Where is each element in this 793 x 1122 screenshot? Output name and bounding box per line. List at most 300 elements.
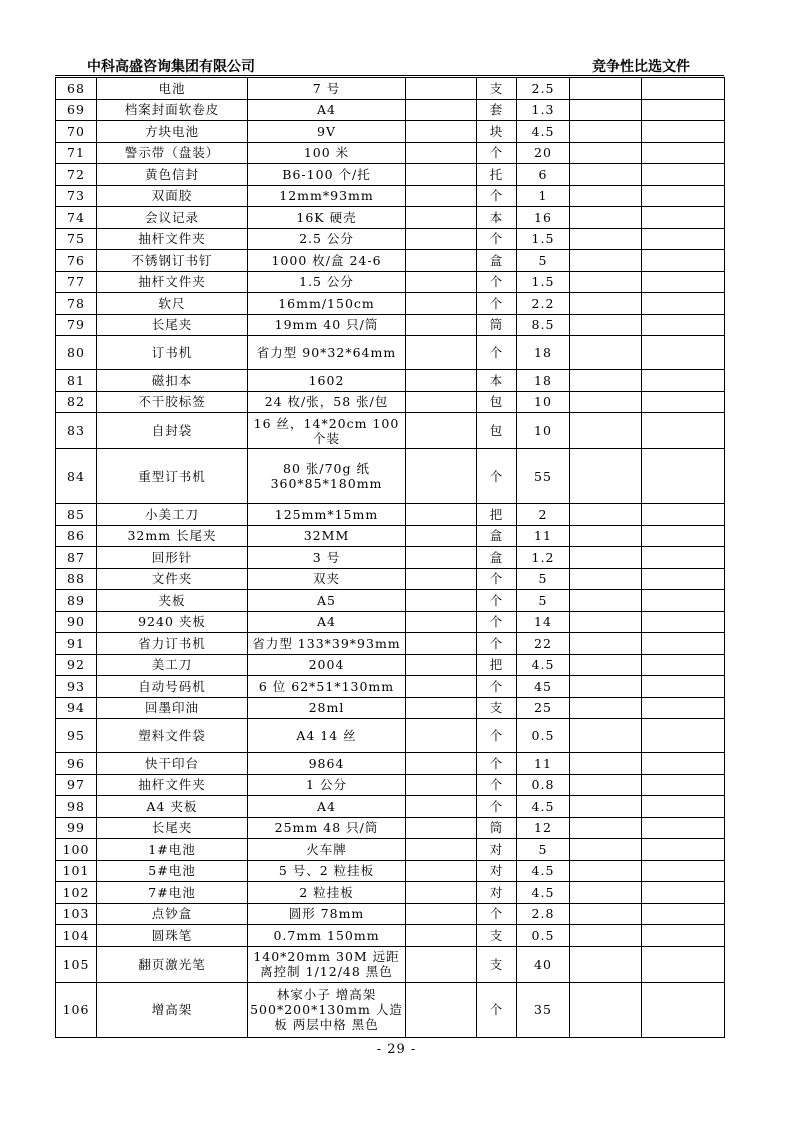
item-number: 82 [56,391,97,413]
table-row [56,391,725,413]
table-row [56,982,725,1037]
item-number: 78 [56,293,97,315]
item-remark [642,250,725,272]
item-quantity: 45 [517,676,570,698]
item-spec: 2 粒挂板 [248,882,406,904]
item-quantity: 25 [517,697,570,719]
item-name: 方块电池 [97,121,248,143]
item-number: 72 [56,164,97,186]
item-name: 省力订书机 [97,633,248,655]
item-number: 80 [56,336,97,370]
item-remark [642,654,725,676]
item-unit: 对 [477,882,517,904]
item-remark [642,882,725,904]
item-blank [406,982,477,1037]
item-name: 9240 夹板 [97,611,248,633]
item-quantity: 11 [517,525,570,547]
item-unit: 盒 [477,525,517,547]
item-remark [642,164,725,186]
item-blank [406,207,477,229]
item-quantity: 5 [517,568,570,590]
item-unit: 个 [477,633,517,655]
table-row [56,271,725,293]
item-number: 90 [56,611,97,633]
table-row [56,207,725,229]
item-price [570,449,642,504]
item-price [570,271,642,293]
item-quantity: 16 [517,207,570,229]
item-number: 102 [56,882,97,904]
table-row [56,697,725,719]
item-name: 长尾夹 [97,817,248,839]
item-quantity: 10 [517,391,570,413]
item-spec: 80 张/70g 纸 360*85*180mm [248,449,406,504]
item-quantity: 18 [517,336,570,370]
item-unit: 支 [477,78,517,100]
item-blank [406,504,477,526]
item-number: 74 [56,207,97,229]
table-row [56,413,725,449]
item-number: 69 [56,99,97,121]
item-price [570,164,642,186]
item-spec: 省力型 90*32*64mm [248,336,406,370]
item-spec: 0.7mm 150mm [248,925,406,947]
item-remark [642,774,725,796]
item-spec: 125mm*15mm [248,504,406,526]
item-unit: 个 [477,271,517,293]
item-quantity: 22 [517,633,570,655]
table-row [56,839,725,861]
item-remark [642,925,725,947]
item-name: 订书机 [97,336,248,370]
item-name: 32mm 长尾夹 [97,525,248,547]
item-unit: 本 [477,370,517,392]
item-price [570,946,642,982]
item-spec: 火车牌 [248,839,406,861]
table-row [56,633,725,655]
item-number: 77 [56,271,97,293]
item-quantity: 1.5 [517,228,570,250]
item-unit: 支 [477,946,517,982]
item-price [570,547,642,569]
item-unit: 个 [477,611,517,633]
item-remark [642,314,725,336]
item-number: 81 [56,370,97,392]
item-spec: 圆形 78mm [248,903,406,925]
item-number: 106 [56,982,97,1037]
item-spec: 25mm 48 只/筒 [248,817,406,839]
item-spec: 1 公分 [248,774,406,796]
item-unit: 包 [477,413,517,449]
item-spec: 16K 硬壳 [248,207,406,229]
item-number: 83 [56,413,97,449]
table-row [56,228,725,250]
item-remark [642,228,725,250]
item-blank [406,633,477,655]
item-name: 软尺 [97,293,248,315]
item-blank [406,413,477,449]
item-number: 96 [56,753,97,775]
item-blank [406,228,477,250]
item-price [570,314,642,336]
item-spec: A4 14 丝 [248,719,406,753]
company-name: 中科高盛咨询集团有限公司 [87,59,255,75]
item-blank [406,697,477,719]
item-name: 警示带（盘装） [97,142,248,164]
item-blank [406,817,477,839]
item-price [570,611,642,633]
item-quantity: 10 [517,413,570,449]
item-remark [642,504,725,526]
item-price [570,860,642,882]
item-name: 7#电池 [97,882,248,904]
item-quantity: 5 [517,590,570,612]
item-quantity: 1.5 [517,271,570,293]
item-spec: 12mm*93mm [248,185,406,207]
item-spec: B6-100 个/托 [248,164,406,186]
item-spec: A4 [248,796,406,818]
item-remark [642,449,725,504]
item-price [570,982,642,1037]
item-name: 不锈钢订书钉 [97,250,248,272]
item-spec: 2004 [248,654,406,676]
item-name: 黄色信封 [97,164,248,186]
item-name: 美工刀 [97,654,248,676]
item-price [570,525,642,547]
table-row [56,903,725,925]
item-name: 文件夹 [97,568,248,590]
item-number: 70 [56,121,97,143]
item-name: 夹板 [97,590,248,612]
header-rule [55,75,724,76]
item-unit: 个 [477,293,517,315]
item-price [570,185,642,207]
item-spec: 100 米 [248,142,406,164]
table-row [56,753,725,775]
item-spec: 32MM [248,525,406,547]
item-name: 抽杆文件夹 [97,774,248,796]
item-number: 73 [56,185,97,207]
table-row [56,370,725,392]
item-name: 回形针 [97,547,248,569]
item-name: 档案封面软卷皮 [97,99,248,121]
item-spec: 9864 [248,753,406,775]
document-type: 竞争性比选文件 [592,59,690,75]
item-blank [406,370,477,392]
table-row [56,504,725,526]
item-unit: 盒 [477,250,517,272]
item-remark [642,78,725,100]
table-row [56,293,725,315]
table-row [56,654,725,676]
item-unit: 个 [477,449,517,504]
item-spec: 7 号 [248,78,406,100]
item-table-body [56,78,725,1038]
item-price [570,413,642,449]
item-name: 重型订书机 [97,449,248,504]
item-remark [642,860,725,882]
item-number: 103 [56,903,97,925]
item-remark [642,946,725,982]
item-name: 抽杆文件夹 [97,228,248,250]
table-row [56,121,725,143]
item-spec: 5 号、2 粒挂板 [248,860,406,882]
item-number: 88 [56,568,97,590]
item-price [570,590,642,612]
item-blank [406,314,477,336]
item-price [570,925,642,947]
table-row [56,676,725,698]
item-number: 97 [56,774,97,796]
item-quantity: 1 [517,185,570,207]
item-unit: 本 [477,207,517,229]
table-row [56,185,725,207]
item-number: 101 [56,860,97,882]
item-blank [406,250,477,272]
item-remark [642,982,725,1037]
item-unit: 个 [477,982,517,1037]
item-blank [406,946,477,982]
item-number: 95 [56,719,97,753]
table-row [56,336,725,370]
table-row [56,142,725,164]
table-row [56,796,725,818]
item-blank [406,293,477,315]
item-name: A4 夹板 [97,796,248,818]
item-blank [406,903,477,925]
item-quantity: 5 [517,250,570,272]
item-price [570,676,642,698]
item-spec: 140*20mm 30M 远距离控制 1/12/48 黑色 [248,946,406,982]
item-spec: A4 [248,611,406,633]
item-unit: 个 [477,753,517,775]
item-blank [406,654,477,676]
item-spec: 1000 枚/盒 24-6 [248,250,406,272]
item-number: 75 [56,228,97,250]
item-blank [406,860,477,882]
item-number: 84 [56,449,97,504]
item-price [570,882,642,904]
item-table [55,77,725,1038]
item-quantity: 1.2 [517,547,570,569]
item-price [570,753,642,775]
table-row [56,525,725,547]
item-blank [406,449,477,504]
item-spec: 1602 [248,370,406,392]
item-price [570,903,642,925]
item-unit: 筒 [477,817,517,839]
item-number: 105 [56,946,97,982]
item-spec: 双夹 [248,568,406,590]
item-number: 99 [56,817,97,839]
item-price [570,207,642,229]
item-remark [642,753,725,775]
table-row [56,99,725,121]
item-blank [406,719,477,753]
item-number: 94 [56,697,97,719]
item-unit: 对 [477,839,517,861]
item-unit: 筒 [477,314,517,336]
item-unit: 个 [477,185,517,207]
item-price [570,391,642,413]
item-blank [406,611,477,633]
item-unit: 块 [477,121,517,143]
item-quantity: 4.5 [517,796,570,818]
item-remark [642,142,725,164]
item-unit: 个 [477,719,517,753]
item-quantity: 14 [517,611,570,633]
item-remark [642,271,725,293]
item-spec: 3 号 [248,547,406,569]
item-spec: A5 [248,590,406,612]
item-quantity: 6 [517,164,570,186]
item-price [570,719,642,753]
item-name: 回墨印油 [97,697,248,719]
item-blank [406,185,477,207]
item-unit: 个 [477,796,517,818]
item-spec: 28ml [248,697,406,719]
item-name: 双面胶 [97,185,248,207]
item-remark [642,697,725,719]
item-remark [642,676,725,698]
item-price [570,697,642,719]
table-row [56,250,725,272]
table-row [56,882,725,904]
item-remark [642,903,725,925]
item-price [570,839,642,861]
item-remark [642,207,725,229]
item-remark [642,336,725,370]
item-spec: 24 枚/张，58 张/包 [248,391,406,413]
item-price [570,99,642,121]
item-name: 会议记录 [97,207,248,229]
item-quantity: 12 [517,817,570,839]
item-quantity: 35 [517,982,570,1037]
item-price [570,504,642,526]
item-unit: 套 [477,99,517,121]
item-quantity: 0.8 [517,774,570,796]
item-unit: 支 [477,925,517,947]
item-spec: 16mm/150cm [248,293,406,315]
table-row [56,860,725,882]
item-quantity: 0.5 [517,925,570,947]
item-remark [642,370,725,392]
item-unit: 个 [477,676,517,698]
item-quantity: 2.2 [517,293,570,315]
item-price [570,568,642,590]
item-unit: 个 [477,774,517,796]
item-name: 不干胶标签 [97,391,248,413]
item-remark [642,817,725,839]
item-unit: 托 [477,164,517,186]
item-name: 自封袋 [97,413,248,449]
page-header [87,54,690,74]
table-row [56,547,725,569]
item-price [570,774,642,796]
item-number: 98 [56,796,97,818]
item-spec: 6 位 62*51*130mm [248,676,406,698]
item-blank [406,525,477,547]
item-unit: 支 [477,697,517,719]
item-spec: A4 [248,99,406,121]
table-row [56,817,725,839]
item-blank [406,753,477,775]
table-row [56,78,725,100]
item-number: 76 [56,250,97,272]
item-quantity: 11 [517,753,570,775]
item-price [570,370,642,392]
item-remark [642,413,725,449]
item-name: 增高架 [97,982,248,1037]
table-row [56,568,725,590]
table-row [56,719,725,753]
item-blank [406,568,477,590]
page-number: - 29 - [376,1042,417,1057]
item-remark [642,568,725,590]
item-number: 93 [56,676,97,698]
item-quantity: 4.5 [517,121,570,143]
table-row [56,449,725,504]
item-quantity: 55 [517,449,570,504]
item-remark [642,293,725,315]
item-remark [642,99,725,121]
item-name: 快干印台 [97,753,248,775]
item-quantity: 4.5 [517,654,570,676]
table-row [56,946,725,982]
item-unit: 个 [477,903,517,925]
item-price [570,817,642,839]
item-name: 翻页激光笔 [97,946,248,982]
item-spec: 林家小子 增高架 500*200*130mm 人造板 两层中格 黑色 [248,982,406,1037]
item-name: 磁扣本 [97,370,248,392]
item-number: 86 [56,525,97,547]
item-number: 68 [56,78,97,100]
item-blank [406,796,477,818]
item-blank [406,164,477,186]
item-unit: 盒 [477,547,517,569]
item-quantity: 1.3 [517,99,570,121]
item-unit: 个 [477,336,517,370]
item-blank [406,391,477,413]
item-quantity: 2 [517,504,570,526]
item-price [570,250,642,272]
item-remark [642,839,725,861]
item-price [570,633,642,655]
item-quantity: 8.5 [517,314,570,336]
item-quantity: 0.5 [517,719,570,753]
item-name: 小美工刀 [97,504,248,526]
item-number: 85 [56,504,97,526]
item-quantity: 2.8 [517,903,570,925]
item-price [570,796,642,818]
item-blank [406,121,477,143]
item-blank [406,590,477,612]
item-name: 长尾夹 [97,314,248,336]
item-unit: 把 [477,504,517,526]
item-blank [406,839,477,861]
table-row [56,774,725,796]
item-name: 5#电池 [97,860,248,882]
item-quantity: 2.5 [517,78,570,100]
item-price [570,78,642,100]
item-price [570,121,642,143]
item-number: 87 [56,547,97,569]
item-remark [642,611,725,633]
item-number: 71 [56,142,97,164]
item-name: 塑料文件袋 [97,719,248,753]
table-row [56,314,725,336]
item-name: 抽杆文件夹 [97,271,248,293]
